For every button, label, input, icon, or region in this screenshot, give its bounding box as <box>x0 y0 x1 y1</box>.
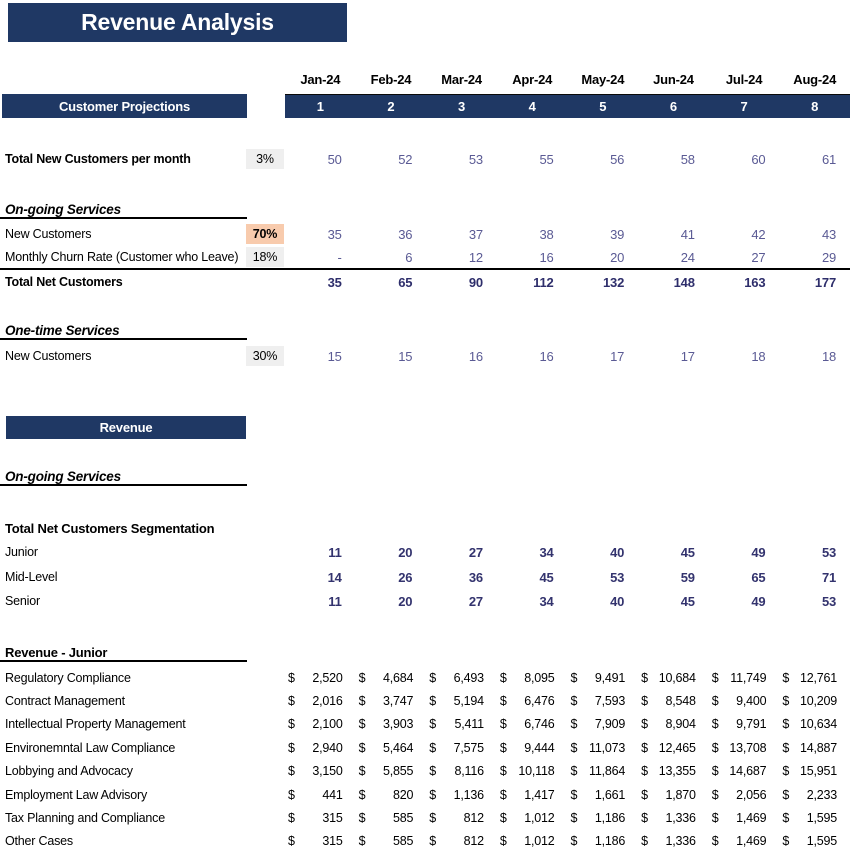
money-cell[interactable]: $ 11,749 <box>711 670 767 685</box>
money-cell[interactable]: $ 4,684 <box>358 670 414 685</box>
value-cell[interactable]: 24 <box>680 249 695 265</box>
money-cell[interactable]: $ 1,661 <box>570 787 626 802</box>
value-cell[interactable]: 20 <box>398 544 413 560</box>
currency-symbol: $ <box>570 811 578 826</box>
currency-symbol: $ <box>782 787 790 802</box>
value-cell[interactable]: 65 <box>398 274 413 290</box>
money-cell[interactable]: $ 3,150 <box>288 764 343 779</box>
currency-symbol: $ <box>782 834 790 849</box>
money-cell[interactable]: $ 12,761 <box>782 670 837 685</box>
currency-symbol: $ <box>570 740 578 755</box>
money-cell[interactable]: $ 1,595 <box>782 811 837 826</box>
currency-symbol: $ <box>641 834 648 849</box>
row-label: Senior <box>5 594 40 608</box>
value-cell[interactable]: 40 <box>610 593 625 609</box>
currency-symbol: $ <box>711 740 719 755</box>
currency-symbol: $ <box>711 764 719 779</box>
money-cell[interactable]: $ 6,493 <box>429 670 484 685</box>
currency-symbol: $ <box>288 834 295 849</box>
money-cell[interactable]: $ 9,791 <box>711 717 767 732</box>
segmentation-row-senior <box>0 590 850 612</box>
currency-symbol: $ <box>358 834 366 849</box>
currency-symbol: $ <box>782 717 790 732</box>
currency-symbol: $ <box>429 764 437 779</box>
value-cell[interactable]: 53 <box>821 544 836 560</box>
money-cell[interactable]: $ 7,575 <box>429 740 484 755</box>
currency-symbol: $ <box>358 694 366 709</box>
currency-symbol: $ <box>711 787 719 802</box>
value-cell[interactable]: 40 <box>610 544 625 560</box>
currency-symbol: $ <box>358 740 366 755</box>
money-cell[interactable]: $ 9,444 <box>499 740 555 755</box>
month-number-cell: 7 <box>740 99 748 114</box>
month-header-cell: Jun-24 <box>653 71 694 87</box>
value-cell[interactable]: 29 <box>821 249 836 265</box>
money-cell[interactable]: $ 5,464 <box>358 740 414 755</box>
money-cell[interactable]: $ 10,209 <box>782 694 837 709</box>
page-title: Revenue Analysis <box>8 3 347 42</box>
currency-symbol: $ <box>499 670 507 685</box>
value-cell[interactable]: 58 <box>680 151 695 167</box>
row-label: Other Cases <box>5 834 73 849</box>
currency-symbol: $ <box>711 834 719 849</box>
value-cell[interactable]: 42 <box>751 226 766 242</box>
value-cell[interactable]: 60 <box>751 151 766 167</box>
currency-symbol: $ <box>782 740 790 755</box>
currency-symbol: $ <box>782 764 790 779</box>
money-cell[interactable]: $ 14,687 <box>711 764 767 779</box>
currency-symbol: $ <box>358 670 366 685</box>
value-cell[interactable]: 11 <box>328 544 342 560</box>
currency-symbol: $ <box>570 834 578 849</box>
value-cell[interactable]: 148 <box>673 274 695 290</box>
total-new-customers-row <box>0 148 850 170</box>
value-cell[interactable]: 45 <box>680 544 695 560</box>
value-cell[interactable]: 27 <box>468 544 483 560</box>
money-cell[interactable]: $ 1,012 <box>499 811 555 826</box>
value-cell[interactable]: 27 <box>751 249 766 265</box>
currency-symbol: $ <box>358 787 366 802</box>
currency-symbol: $ <box>570 670 578 685</box>
value-cell[interactable]: 18 <box>821 348 836 364</box>
money-cell[interactable]: $ 10,118 <box>499 764 555 779</box>
value-cell[interactable]: 18 <box>751 348 766 364</box>
money-cell[interactable]: $ 820 <box>358 787 414 802</box>
value-cell[interactable]: 14 <box>327 569 342 585</box>
money-cell[interactable]: $ 10,634 <box>782 717 837 732</box>
currency-symbol: $ <box>288 694 295 709</box>
currency-symbol: $ <box>358 717 366 732</box>
row-label: New Customers <box>5 349 92 363</box>
month-header-cell: Jul-24 <box>725 71 763 87</box>
currency-symbol: $ <box>641 670 648 685</box>
money-cell[interactable]: $ 812 <box>429 834 484 849</box>
money-cell[interactable]: $ 5,194 <box>429 694 484 709</box>
currency-symbol: $ <box>358 811 366 826</box>
currency-symbol: $ <box>429 740 437 755</box>
money-cell[interactable]: $ 585 <box>358 834 414 849</box>
money-cell[interactable]: $ 7,593 <box>570 694 626 709</box>
currency-symbol: $ <box>570 787 578 802</box>
money-cell[interactable]: $ 14,887 <box>782 740 837 755</box>
currency-symbol: $ <box>641 764 648 779</box>
row-label: Environemntal Law Compliance <box>5 740 176 755</box>
value-cell[interactable]: 49 <box>751 544 766 560</box>
value-cell[interactable]: 53 <box>821 593 836 609</box>
value-cell[interactable]: 61 <box>821 151 836 167</box>
money-cell[interactable]: $ 15,951 <box>782 764 837 779</box>
month-number-cell: 6 <box>669 99 677 114</box>
money-cell[interactable]: $ 12,465 <box>641 740 696 755</box>
value-cell[interactable]: 71 <box>821 569 836 585</box>
value-cell[interactable]: 45 <box>680 593 695 609</box>
currency-symbol: $ <box>711 811 719 826</box>
month-number-cell: 1 <box>316 99 324 114</box>
money-cell[interactable]: $ 6,476 <box>499 694 555 709</box>
value-cell[interactable]: 34 <box>539 593 554 609</box>
currency-symbol: $ <box>288 787 295 802</box>
value-cell[interactable]: 37 <box>468 226 483 242</box>
row-label: Mid-Level <box>5 570 58 584</box>
month-number-cell: 4 <box>528 99 536 114</box>
total-net-customers-row <box>0 271 850 293</box>
currency-symbol: $ <box>288 670 295 685</box>
money-cell[interactable]: $ 1,186 <box>570 834 626 849</box>
month-header-cell: Aug-24 <box>793 71 837 87</box>
money-cell[interactable]: $ 10,684 <box>641 670 696 685</box>
money-cell[interactable]: $ 13,355 <box>641 764 696 779</box>
money-cell[interactable]: $ 8,116 <box>429 764 484 779</box>
segmentation-header: Total Net Customers Segmentation <box>5 521 215 536</box>
currency-symbol: $ <box>782 811 790 826</box>
value-cell[interactable]: 163 <box>744 274 766 290</box>
growth-rate-cell[interactable]: 3% <box>245 148 285 170</box>
month-headers <box>285 68 850 90</box>
currency-symbol: $ <box>429 670 437 685</box>
value-cell[interactable]: 112 <box>533 274 554 290</box>
currency-symbol: $ <box>358 764 366 779</box>
value-cell[interactable]: 15 <box>398 348 413 364</box>
value-cell[interactable]: 53 <box>610 569 625 585</box>
money-cell[interactable]: $ 8,095 <box>499 670 555 685</box>
month-number-strip <box>285 94 850 118</box>
month-header-cell: Jan-24 <box>300 71 341 87</box>
segmentation-row-junior <box>0 541 850 563</box>
segmentation-row-mid-level <box>0 566 850 588</box>
row-label: New Customers <box>5 227 92 241</box>
money-cell[interactable]: $ 1,336 <box>641 811 696 826</box>
value-cell[interactable]: 17 <box>680 348 695 364</box>
value-cell[interactable]: 35 <box>327 226 342 242</box>
money-cell[interactable]: $ 2,100 <box>288 717 343 732</box>
money-cell[interactable]: $ 13,708 <box>711 740 767 755</box>
value-cell[interactable]: 45 <box>539 569 554 585</box>
money-cell[interactable]: $ 315 <box>288 834 343 849</box>
row-label: Tax Planning and Compliance <box>5 811 165 826</box>
value-cell[interactable]: 16 <box>468 348 483 364</box>
value-cell[interactable]: 65 <box>751 569 766 585</box>
value-cell[interactable]: 17 <box>610 348 625 364</box>
value-cell[interactable]: 20 <box>398 593 413 609</box>
money-cell[interactable]: $ 1,870 <box>641 787 696 802</box>
row-label: Lobbying and Advocacy <box>5 764 133 779</box>
row-label: Junior <box>5 545 38 559</box>
money-cell[interactable]: $ 9,491 <box>570 670 626 685</box>
onetime-share-cell[interactable]: 30% <box>245 345 285 367</box>
currency-symbol: $ <box>641 740 648 755</box>
money-cell[interactable]: $ 2,016 <box>288 694 343 709</box>
currency-symbol: $ <box>288 740 295 755</box>
currency-symbol: $ <box>288 717 295 732</box>
currency-symbol: $ <box>499 740 507 755</box>
currency-symbol: $ <box>499 811 507 826</box>
money-cell[interactable]: $ 1,186 <box>570 811 626 826</box>
money-cell[interactable]: $ 1,469 <box>711 811 767 826</box>
money-cell[interactable]: $ 315 <box>288 811 343 826</box>
ongoing-share-cell[interactable]: 70% <box>245 223 285 245</box>
currency-symbol: $ <box>711 670 719 685</box>
currency-symbol: $ <box>641 811 648 826</box>
currency-symbol: $ <box>711 717 719 732</box>
row-label: Total Net Customers <box>5 275 123 289</box>
value-cell[interactable]: 59 <box>680 569 695 585</box>
money-cell[interactable]: $ 5,855 <box>358 764 414 779</box>
money-cell[interactable]: $ 2,056 <box>711 787 767 802</box>
revenue-junior-header: Revenue - Junior <box>0 642 247 662</box>
value-cell[interactable]: 43 <box>821 226 836 242</box>
value-cell[interactable]: 38 <box>539 226 554 242</box>
currency-symbol: $ <box>429 717 437 732</box>
revenue-row-other-cases <box>0 830 850 850</box>
money-cell[interactable]: $ 1,012 <box>499 834 555 849</box>
money-cell[interactable]: $ 1,469 <box>711 834 767 849</box>
revenue-row-contract-management <box>0 689 850 712</box>
currency-symbol: $ <box>570 717 578 732</box>
value-cell[interactable]: 39 <box>610 226 625 242</box>
money-cell[interactable]: $ 8,548 <box>641 694 696 709</box>
revenue-junior-table <box>0 666 850 850</box>
value-cell[interactable]: 34 <box>539 544 554 560</box>
month-header-cell: May-24 <box>581 71 625 87</box>
value-cell[interactable]: 52 <box>398 151 413 167</box>
currency-symbol: $ <box>288 764 295 779</box>
currency-symbol: $ <box>570 694 578 709</box>
currency-symbol: $ <box>499 764 507 779</box>
currency-symbol: $ <box>641 717 648 732</box>
revenue-row-employment-law <box>0 783 850 806</box>
churn-rate-row <box>0 246 850 270</box>
revenue-row-lobbying-advocacy <box>0 760 850 783</box>
revenue-row-environmental-law <box>0 736 850 759</box>
currency-symbol: $ <box>429 811 437 826</box>
value-cell[interactable]: 20 <box>610 249 625 265</box>
money-cell[interactable]: $ 441 <box>288 787 343 802</box>
currency-symbol: $ <box>499 834 507 849</box>
revenue-row-tax-planning <box>0 806 850 829</box>
month-number-cell: 5 <box>599 99 607 114</box>
row-label: Contract Management <box>5 694 125 709</box>
money-cell[interactable]: $ 585 <box>358 811 414 826</box>
money-cell[interactable]: $ 2,233 <box>782 787 837 802</box>
money-cell[interactable]: $ 11,073 <box>570 740 626 755</box>
month-header-cell: Mar-24 <box>441 71 482 87</box>
currency-symbol: $ <box>429 787 437 802</box>
ongoing-services-header: On-going Services <box>0 200 247 219</box>
currency-symbol: $ <box>641 787 648 802</box>
month-number-cell: 2 <box>387 99 395 114</box>
value-cell[interactable]: 26 <box>398 569 413 585</box>
value-cell[interactable]: 35 <box>327 274 342 290</box>
value-cell[interactable]: 56 <box>610 151 625 167</box>
ongoing-new-customers-row <box>0 223 850 245</box>
value-cell[interactable]: 16 <box>539 348 554 364</box>
money-cell[interactable]: $ 1,417 <box>499 787 555 802</box>
row-label: Intellectual Property Management <box>5 717 186 732</box>
value-cell[interactable]: 36 <box>468 569 483 585</box>
value-cell[interactable]: 15 <box>327 348 342 364</box>
revenue-row-intellectual-property <box>0 713 850 736</box>
currency-symbol: $ <box>499 717 507 732</box>
value-cell[interactable]: 55 <box>539 151 554 167</box>
money-cell[interactable]: $ 6,746 <box>499 717 555 732</box>
month-number-cell: 8 <box>811 99 819 114</box>
currency-symbol: $ <box>570 764 578 779</box>
money-cell[interactable]: $ 1,136 <box>429 787 484 802</box>
money-cell[interactable]: $ 812 <box>429 811 484 826</box>
money-cell[interactable]: $ 8,904 <box>641 717 696 732</box>
month-number-cell: 3 <box>458 99 466 114</box>
row-label: Regulatory Compliance <box>5 670 131 685</box>
currency-symbol: $ <box>429 694 437 709</box>
customer-projections-banner: Customer Projections <box>2 94 247 118</box>
onetime-new-customers-row <box>0 345 850 367</box>
money-cell[interactable]: $ 9,400 <box>711 694 767 709</box>
currency-symbol: $ <box>782 670 790 685</box>
churn-rate-cell[interactable]: 18% <box>245 246 285 268</box>
currency-symbol: $ <box>782 694 790 709</box>
value-cell[interactable]: 27 <box>468 593 483 609</box>
onetime-services-header: One-time Services <box>0 321 247 340</box>
value-cell[interactable]: 6 <box>405 249 413 265</box>
revenue-row-regulatory-compliance <box>0 666 850 689</box>
row-label: Total New Customers per month <box>5 152 191 166</box>
money-cell[interactable]: $ 7,909 <box>570 717 626 732</box>
value-cell[interactable]: 50 <box>327 151 342 167</box>
value-cell[interactable]: 53 <box>468 151 483 167</box>
money-cell[interactable]: $ 1,595 <box>782 834 837 849</box>
money-cell[interactable]: $ 5,411 <box>429 717 484 732</box>
month-header-cell: Feb-24 <box>370 71 412 87</box>
money-cell[interactable]: $ 3,903 <box>358 717 414 732</box>
money-cell[interactable]: $ 2,940 <box>288 740 343 755</box>
value-cell[interactable]: 12 <box>468 249 483 265</box>
money-cell[interactable]: $ 3,747 <box>358 694 414 709</box>
value-cell[interactable]: 132 <box>603 274 625 290</box>
currency-symbol: $ <box>429 834 437 849</box>
month-header-cell: Apr-24 <box>512 71 553 87</box>
currency-symbol: $ <box>641 694 648 709</box>
money-cell[interactable]: $ 2,520 <box>288 670 343 685</box>
revenue-ongoing-services-header: On-going Services <box>0 466 247 486</box>
currency-symbol: $ <box>499 694 507 709</box>
value-cell[interactable]: 177 <box>814 274 836 290</box>
value-cell[interactable]: 41 <box>680 226 695 242</box>
value-cell[interactable]: - <box>337 249 342 265</box>
revenue-banner: Revenue <box>6 416 246 439</box>
value-cell[interactable]: 11 <box>328 593 342 609</box>
currency-symbol: $ <box>288 811 295 826</box>
value-cell[interactable]: 49 <box>751 593 766 609</box>
row-label: Monthly Churn Rate (Customer who Leave) <box>5 250 239 264</box>
value-cell[interactable]: 36 <box>398 226 413 242</box>
month-header-row <box>0 68 850 90</box>
value-cell[interactable]: 90 <box>468 274 483 290</box>
money-cell[interactable]: $ 11,864 <box>570 764 626 779</box>
currency-symbol: $ <box>499 787 507 802</box>
currency-symbol: $ <box>711 694 719 709</box>
value-cell[interactable]: 16 <box>539 249 554 265</box>
row-label: Employment Law Advisory <box>5 787 147 802</box>
money-cell[interactable]: $ 1,336 <box>641 834 696 849</box>
